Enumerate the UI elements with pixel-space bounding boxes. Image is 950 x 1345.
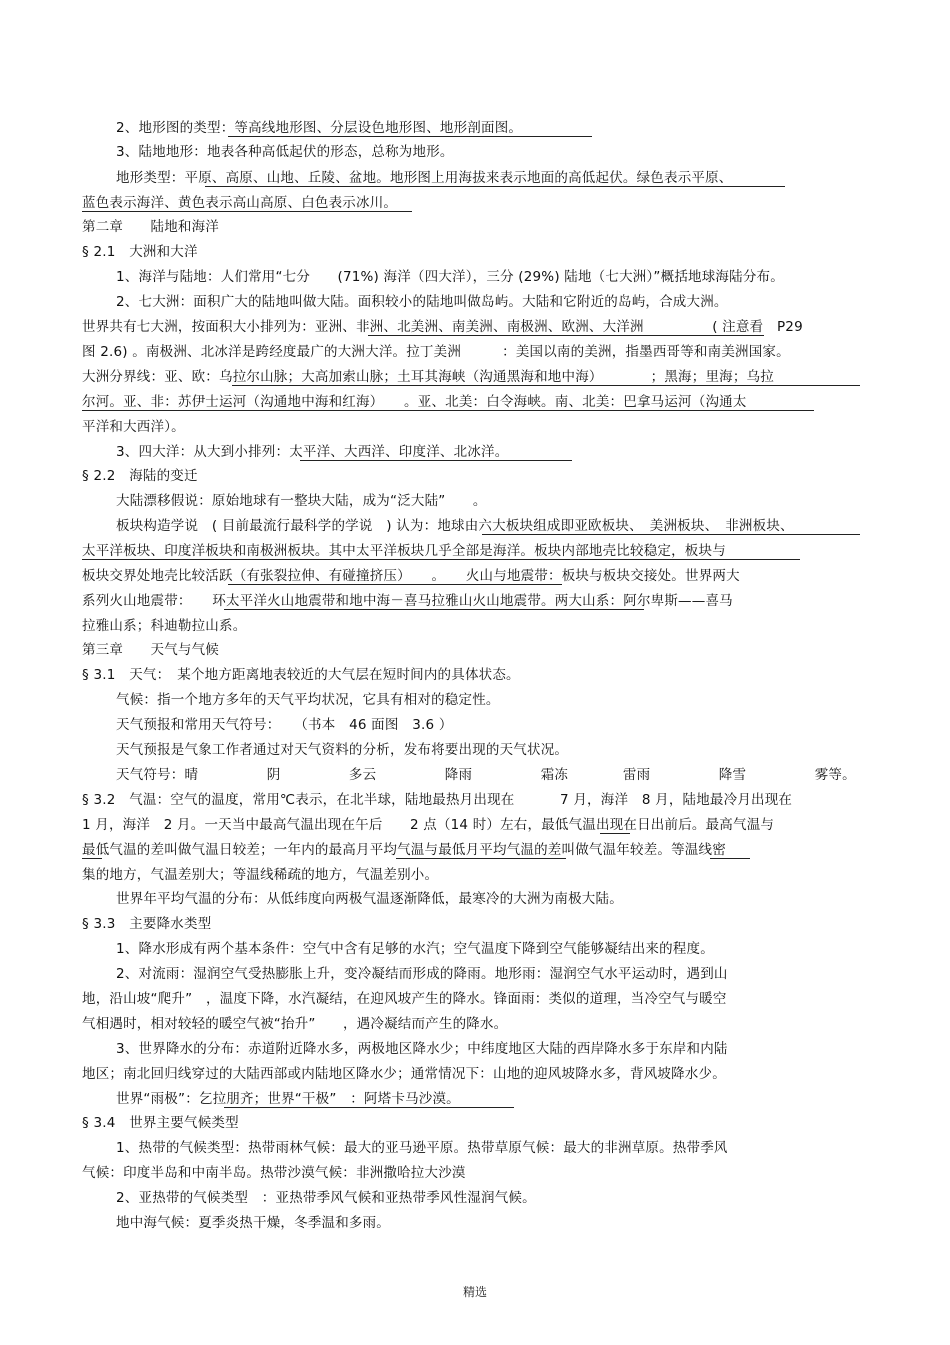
text-line: 蓝色表示海洋、黄色表示高山高原、白色表示冰川。 — [82, 195, 398, 211]
text-line: 地中海气候：夏季炎热干燥，冬季温和多雨。 — [116, 1215, 390, 1231]
text-line: 天气预报和常用天气符号： （书本 46 面图 3.6 ） — [116, 717, 453, 733]
text-line: 大洲分界线：亚、欧：乌拉尔山脉；大高加索山脉；土耳其海峡（沟通黑海和地中海） ；黑海；里海；乌拉 — [82, 369, 774, 385]
section-heading: § 3.3 主要降水类型 — [82, 916, 212, 932]
text-line: 板块交界处地壳比较活跃（有张裂拉伸、有碰撞挤压） 。 火山与地震带：板块与板块交接处。世界两大 — [82, 568, 740, 584]
text-line: 拉雅山系；科迪勒拉山系。 — [82, 618, 247, 634]
text-line: 1、降水形成有两个基本条件：空气中含有足够的水汽；空气温度下降到空气能够凝结出来的程度。 — [116, 941, 714, 957]
text-line: 2、七大洲：面积广大的陆地叫做大陆。面积较小的陆地叫做岛屿。大陆和它附近的岛屿，合成大洲。 — [116, 294, 728, 310]
text-line: 图 2.6) 。南极洲、北冰洋是跨经度最广的大洲大洋。拉丁美洲 ：美国以南的美洲，指墨西哥等和南美洲国家。 — [82, 344, 790, 360]
underline — [396, 858, 566, 859]
text-line: 地形类型：平原、高原、山地、丘陵、盆地。地形图上用海拔来表示地面的高低起伏。绿色表示平原、 — [116, 170, 733, 186]
chapter-heading: 第三章 天气与气候 — [82, 642, 219, 658]
text-line: 地区；南北回归线穿过的大陆西部或内陆地区降水少；通常情况下：山地的迎风坡降水多，背风坡降水少。 — [82, 1066, 726, 1082]
text-line: 气候：印度半岛和中南半岛。热带沙漠气候：非洲撒哈拉大沙漠 — [82, 1165, 466, 1181]
text-line: 平洋和大西洋）。 — [82, 419, 185, 435]
text-line: 2、亚热带的气候类型 ：亚热带季风气候和亚热带季风性湿润气候。 — [116, 1190, 536, 1206]
text-line: 尔河。亚、非：苏伊士运河（沟通地中海和红海） 。亚、北美：白令海峡。南、北美：巴拿马运河（沟通太 — [82, 394, 747, 410]
text-line: 系列火山地震带： 环太平洋火山地震带和地中海－喜马拉雅山火山地震带。两大山系：阿尔卑斯——喜马 — [82, 593, 733, 609]
text-line: 天气符号：晴 阴 多云 降雨 霜冻 雷雨 降雪 雾等。 — [116, 767, 856, 783]
underline — [228, 584, 562, 585]
underline — [232, 385, 860, 386]
underline — [482, 534, 860, 535]
underline — [82, 858, 102, 859]
underline — [300, 460, 572, 461]
text-line: 1、海洋与陆地：人们常用“七分 (71%) 海洋（四大洋），三分 (29%) 陆地（七大洲）”概括地球海陆分布。 — [116, 269, 784, 285]
section-heading: § 3.4 世界主要气候类型 — [82, 1115, 239, 1131]
underline — [710, 858, 750, 859]
underline — [224, 609, 644, 610]
chapter-heading: 第二章 陆地和海洋 — [82, 219, 219, 235]
section-heading: § 2.1 大洲和大洋 — [82, 244, 198, 260]
text-line: 气相遇时，相对较轻的暖空气被“抬升” ，遇冷凝结而产生的降水。 — [82, 1016, 508, 1032]
text-line: 2、地形图的类型：等高线地形图、分层设色地形图、地形剖面图。 — [116, 120, 523, 136]
underline — [600, 833, 630, 834]
text-line: 地，沿山坡“爬升” ，温度下降，水汽凝结，在迎风坡产生的降水。锋面雨：类似的道理，当冷空气与暖空 — [82, 991, 727, 1007]
text-line: 3、陆地地形：地表各种高低起伏的形态，总称为地形。 — [116, 144, 454, 160]
section-heading: § 2.2 海陆的变迁 — [82, 468, 198, 484]
text-line: 集的地方，气温差别大；等温线稀疏的地方，气温差别小。 — [82, 867, 439, 883]
underline — [368, 335, 764, 336]
text-line: 1 月，海洋 2 月。一天当中最高气温出现在午后 2 点（14 时）左右，最低气温出现在日出前后。最高气温与 — [82, 817, 775, 833]
text-line: 板块构造学说 ( 目前最流行最科学的学说 ) 认为：地球由六大板块组成即亚欧板块、 美洲板块、 非洲板块、 — [116, 518, 794, 534]
section-heading: § 3.2 气温：空气的温度，常用℃表示，在北半球，陆地最热月出现在 7 月，海洋 8 月，陆地最冷月出现在 — [82, 792, 793, 808]
section-heading: § 3.1 天气： 某个地方距离地表较近的大气层在短时间内的具体状态。 — [82, 667, 520, 683]
text-line: 3、四大洋：从大到小排列：太平洋、大西洋、印度洋、北冰洋。 — [116, 444, 509, 460]
underline — [82, 559, 800, 560]
text-line: 世界共有七大洲，按面积大小排列为：亚洲、非洲、北美洲、南美洲、南极洲、欧洲、大洋洲 ( 注意看 P29 — [82, 319, 803, 335]
text-line: 世界年平均气温的分布：从低纬度向两极气温逐渐降低，最寒冷的大洲为南极大陆。 — [116, 891, 623, 907]
text-line: 2、对流雨：湿润空气受热膨胀上升，变冷凝结而形成的降雨。地形雨：湿润空气水平运动时，遇到山 — [116, 966, 728, 982]
text-line: 大陆漂移假说：原始地球有一整块大陆，成为“泛大陆” 。 — [116, 493, 487, 509]
text-line: 3、世界降水的分布：赤道附近降水多，两极地区降水少；中纬度地区大陆的西岸降水多于东岸和内陆 — [116, 1041, 728, 1057]
text-line: 最低气温的差叫做气温日较差；一年内的最高月平均气温与最低月平均气温的差叫做气温年较差。等温线密 — [82, 842, 726, 858]
underline — [82, 410, 814, 411]
text-line: 天气预报是气象工作者通过对天气资料的分析，发布将要出现的天气状况。 — [116, 742, 569, 758]
text-line: 世界“雨极”：乞拉朋齐；世界“干极” ：阿塔卡马沙漠。 — [116, 1091, 460, 1107]
page-footer: 精选 — [462, 1285, 487, 1299]
underline — [205, 186, 785, 187]
underline — [224, 1107, 514, 1108]
underline — [82, 211, 412, 212]
text-line: 太平洋板块、印度洋板块和南极洲板块。其中太平洋板块几乎全部是海洋。板块内部地壳比较稳定，板块与 — [82, 543, 726, 559]
underline — [228, 136, 592, 137]
text-line: 1、热带的气候类型：热带雨林气候：最大的亚马逊平原。热带草原气候：最大的非洲草原。热带季风 — [116, 1140, 728, 1156]
text-line: 气候：指一个地方多年的天气平均状况，它具有相对的稳定性。 — [116, 692, 500, 708]
